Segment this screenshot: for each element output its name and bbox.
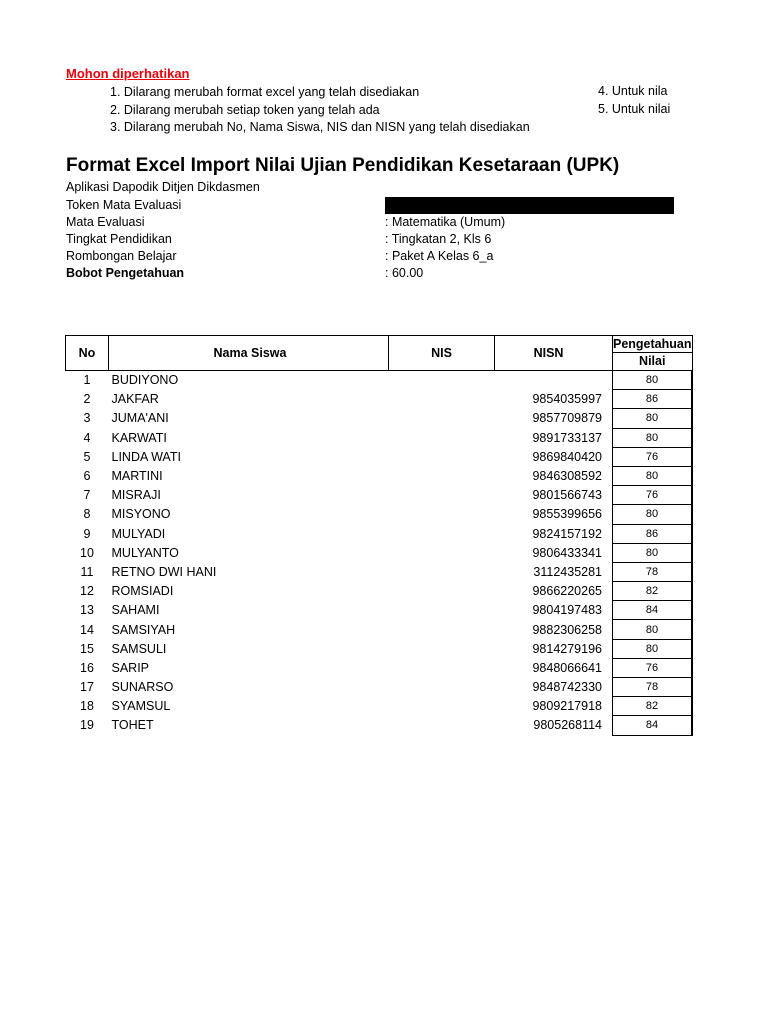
rule-4: 4. Untuk nila [598, 84, 668, 98]
app-subtitle: Aplikasi Dapodik Ditjen Dikdasmen [66, 180, 260, 194]
header-nisn: NISN [495, 336, 613, 371]
table-row [66, 466, 693, 485]
cell-nisn: 9846308592 [532, 469, 602, 484]
mata-evaluasi-value: : Matematika (Umum) [385, 215, 506, 229]
cell-nama-siswa: SARIP [111, 660, 150, 675]
rombel-value: : Paket A Kelas 6_a [385, 249, 494, 263]
cell-nama-siswa: MULYADI [111, 526, 166, 541]
cell-no: 7 [83, 488, 91, 503]
table-header-row [66, 336, 693, 371]
cell-nama-siswa: MISRAJI [111, 488, 161, 503]
cell-no: 17 [80, 680, 94, 695]
cell-no: 11 [80, 564, 94, 579]
table-row [66, 697, 693, 716]
cell-no: 2 [83, 392, 91, 407]
cell-nama-siswa: BUDIYONO [111, 373, 179, 388]
cell-nilai[interactable]: 86 [613, 524, 693, 543]
cell-nis [389, 562, 495, 581]
cell-nisn: 9801566743 [532, 488, 602, 503]
cell-nilai[interactable]: 82 [613, 582, 693, 601]
cell-nis [389, 524, 495, 543]
rule-5: 5. Untuk nilai [598, 102, 671, 116]
cell-nama-siswa: TOHET [111, 718, 154, 733]
cell-nisn: 9855399656 [532, 507, 602, 522]
cell-nis [389, 371, 495, 390]
header-pengetahuan: Pengetahuan [613, 337, 692, 351]
cell-nilai[interactable]: 80 [613, 409, 693, 428]
cell-nisn: 9814279196 [532, 641, 602, 656]
header-nama: Nama Siswa [109, 336, 389, 371]
cell-nisn: 9848742330 [532, 680, 602, 695]
header-nis: NIS [389, 336, 495, 371]
cell-no: 19 [80, 718, 94, 733]
header-no: No [66, 336, 109, 371]
bobot-value: : 60.00 [385, 266, 424, 280]
cell-nama-siswa: SYAMSUL [111, 699, 171, 714]
cell-no: 5 [83, 449, 91, 464]
cell-nilai[interactable]: 80 [613, 543, 693, 562]
cell-no: 14 [80, 622, 94, 637]
cell-nisn: 9805268114 [533, 718, 602, 733]
cell-nisn: 9824157192 [532, 526, 602, 541]
cell-nis [389, 678, 495, 697]
cell-nis [389, 697, 495, 716]
cell-nama-siswa: SAHAMI [111, 603, 160, 618]
cell-nisn: 9857709879 [532, 411, 602, 426]
cell-nilai[interactable]: 80 [613, 466, 693, 485]
cell-nama-siswa: SAMSULI [111, 641, 167, 656]
cell-nis [389, 409, 495, 428]
cell-nilai[interactable]: 76 [613, 447, 693, 466]
header-pengetahuan-group [613, 336, 693, 371]
cell-nilai[interactable]: 80 [613, 428, 693, 447]
tingkat-value: : Tingkatan 2, Kls 6 [385, 232, 492, 246]
cell-nisn [495, 371, 613, 390]
table-row [66, 486, 693, 505]
cell-nisn: 9866220265 [532, 584, 602, 599]
bobot-label: Bobot Pengetahuan [66, 266, 185, 280]
table-row [66, 639, 693, 658]
cell-nilai[interactable]: 80 [613, 371, 693, 390]
cell-nama-siswa: MARTINI [111, 469, 163, 484]
grades-table [65, 335, 693, 736]
cell-nilai[interactable]: 76 [613, 486, 693, 505]
table-row [66, 562, 693, 581]
cell-nisn: 9848066641 [532, 660, 602, 675]
cell-nis [389, 543, 495, 562]
token-label: Token Mata Evaluasi [66, 198, 182, 212]
cell-no: 12 [80, 584, 94, 599]
table-row [66, 543, 693, 562]
header-nilai: Nilai [639, 354, 666, 368]
cell-no: 15 [80, 641, 94, 656]
cell-nama-siswa: MISYONO [111, 507, 171, 522]
cell-no: 6 [83, 469, 91, 484]
cell-no: 8 [83, 507, 91, 522]
cell-nisn: 9809217918 [532, 699, 602, 714]
cell-nama-siswa: KARWATI [111, 430, 167, 445]
cell-nama-siswa: LINDA WATI [111, 449, 181, 464]
cell-nilai[interactable]: 78 [613, 562, 693, 581]
cell-nama-siswa: ROMSIADI [111, 584, 174, 599]
cell-no: 9 [83, 526, 91, 541]
cell-nis [389, 466, 495, 485]
cell-nilai[interactable]: 80 [613, 505, 693, 524]
cell-nilai[interactable]: 82 [613, 697, 693, 716]
cell-nilai[interactable]: 84 [613, 601, 693, 620]
rombel-label: Rombongan Belajar [66, 249, 177, 263]
cell-nis [389, 486, 495, 505]
cell-nisn: 9891733137 [532, 430, 602, 445]
cell-nis [389, 639, 495, 658]
cell-nilai[interactable]: 84 [613, 716, 693, 735]
cell-nama-siswa: SUNARSO [111, 680, 174, 695]
cell-nilai[interactable]: 86 [613, 390, 693, 409]
cell-no: 13 [80, 603, 94, 618]
cell-nis [389, 582, 495, 601]
cell-nama-siswa: SAMSIYAH [111, 622, 176, 637]
cell-no: 1 [83, 373, 91, 388]
tingkat-label: Tingkat Pendidikan [66, 232, 172, 246]
table-row [66, 620, 693, 639]
rule-1: 1. Dilarang merubah format excel yang telah disediakan [110, 85, 420, 99]
notice-title: Mohon diperhatikan [66, 66, 190, 81]
cell-nis [389, 658, 495, 677]
rule-3: 3. Dilarang merubah No, Nama Siswa, NIS dan NISN yang telah disediakan [110, 120, 530, 134]
table-row [66, 658, 693, 677]
table-row [66, 428, 693, 447]
cell-nis [389, 601, 495, 620]
cell-nisn: 9854035997 [532, 392, 602, 407]
cell-nis [389, 716, 495, 735]
cell-nisn: 3112435281 [533, 564, 602, 579]
cell-nis [389, 620, 495, 639]
cell-no: 4 [83, 430, 91, 445]
cell-nilai[interactable]: 80 [613, 620, 693, 639]
cell-nis [389, 390, 495, 409]
cell-nama-siswa: RETNO DWI HANI [111, 564, 217, 579]
cell-nisn: 9806433341 [532, 545, 602, 560]
table-row [66, 447, 693, 466]
rule-2: 2. Dilarang merubah setiap token yang telah ada [110, 103, 380, 117]
cell-nis [389, 447, 495, 466]
cell-nama-siswa: JAKFAR [111, 392, 159, 407]
cell-nis [389, 428, 495, 447]
cell-no: 18 [80, 699, 94, 714]
cell-no: 3 [83, 411, 91, 426]
table-row [66, 371, 693, 390]
table-row [66, 390, 693, 409]
cell-nilai[interactable]: 78 [613, 678, 693, 697]
page-title: Format Excel Import Nilai Ujian Pendidikan Kesetaraan (UPK) [66, 155, 620, 176]
table-row [66, 601, 693, 620]
mata-evaluasi-label: Mata Evaluasi [66, 215, 145, 229]
table-row [66, 505, 693, 524]
cell-nilai[interactable]: 76 [613, 658, 693, 677]
table-row [66, 582, 693, 601]
cell-nisn: 9882306258 [532, 622, 602, 637]
cell-nisn: 9869840420 [532, 449, 602, 464]
cell-nilai[interactable]: 80 [613, 639, 693, 658]
cell-nis [389, 505, 495, 524]
cell-nama-siswa: JUMA'ANI [111, 411, 169, 426]
table-row [66, 678, 693, 697]
table-row [66, 409, 693, 428]
cell-nisn: 9804197483 [532, 603, 602, 618]
token-redacted-bar [385, 197, 674, 214]
cell-nama-siswa: MULYANTO [111, 545, 179, 560]
table-row [66, 716, 693, 735]
cell-no: 16 [80, 660, 94, 675]
table-row [66, 524, 693, 543]
cell-no: 10 [80, 545, 94, 560]
